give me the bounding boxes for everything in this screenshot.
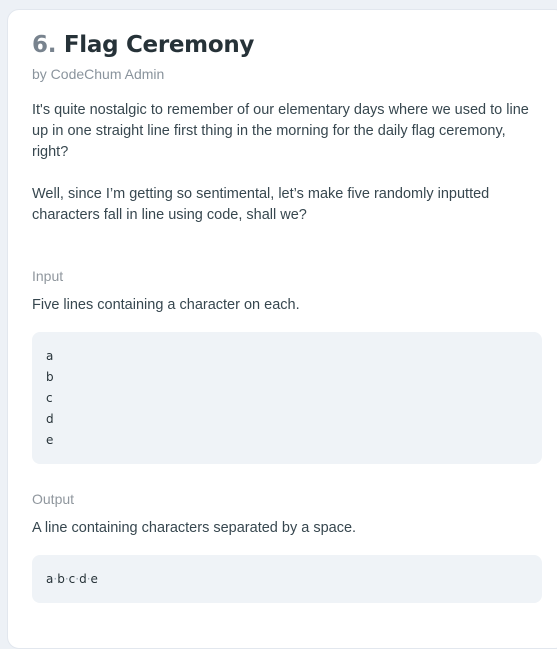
space-marker: · (64, 572, 69, 586)
output-token: c (68, 572, 76, 586)
output-label: Output (32, 491, 75, 507)
input-label: Input (32, 268, 64, 284)
space-marker: · (86, 572, 91, 586)
input-description: Five lines containing a character on each. (32, 297, 300, 313)
description-paragraph-2: Well, since I’m getting so sentimental, let’s make five randomly inputted characters fall in line using code, shall we? (32, 186, 490, 223)
sample-output-code (32, 555, 542, 600)
space-marker: · (75, 572, 80, 586)
problem-author: by CodeChum Admin (32, 66, 165, 82)
problem-title (32, 32, 254, 58)
output-token: d (79, 572, 87, 586)
description-paragraph-1: It's quite nostalgic to remember of our elementary days where we used to line up in one straight line first thing in the morning for the daily flag ceremony, right? (32, 102, 529, 160)
space-marker: · (53, 572, 58, 586)
problem-title-text: Flag Ceremony (63, 32, 255, 58)
sample-output-box[interactable] (32, 555, 542, 603)
problem-card (7, 9, 557, 649)
output-token: e (90, 572, 98, 586)
output-token: b (57, 572, 65, 586)
sample-input-code: a b c d e (46, 349, 54, 447)
sample-input-box[interactable] (32, 332, 542, 464)
problem-number: 6. (32, 32, 57, 58)
output-description: A line containing characters separated by a space. (32, 520, 357, 536)
output-token: a (46, 572, 54, 586)
